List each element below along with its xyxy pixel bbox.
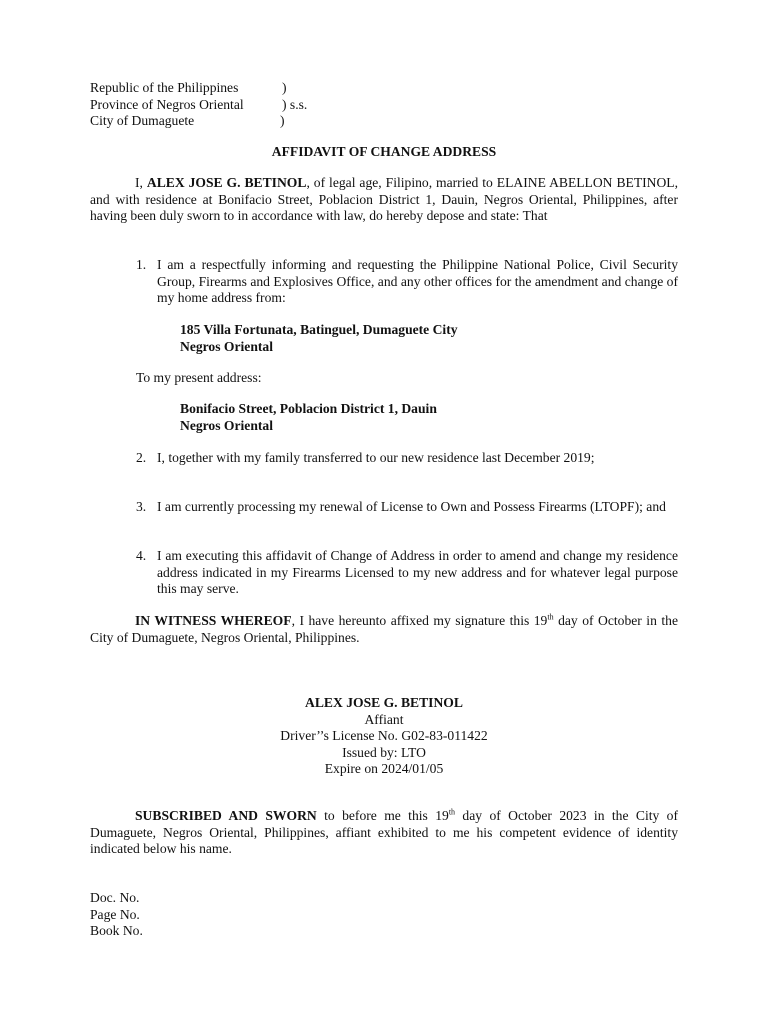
affiant-name: ALEX JOSE G. BETINOL [146,175,307,190]
intro-text: , of legal age, Filipino, married to ELAINE ABELLON BETINOL, and with residence at Bonifacio Street, Poblacion District 1, Dauin, Negros Oriental, Philippines, after having been duly sworn to in accordance with law, do hereby depose and state: That [90,175,678,223]
jurat-text-2: day of October 2023 in the City of Dumaguete, Negros Oriental, Philippines, affiant exhibited to me his competent evidence of identity indicated below his name. [90,808,679,856]
jurat-ordinal: th [448,807,456,817]
item-text: I am currently processing my renewal of License to Own and Possess Firearms (LTOPF); and [157,499,666,514]
page-number: Page No. [90,906,140,922]
address-line-1: Bonifacio Street, Poblacion District 1, Dauin [180,401,437,416]
item-text: I am executing this affidavit of Change of Address in order to amend and change my residence address indicated in my Firearms Licensed to my new address and for whatever legal purpose this may serve. [157,548,678,596]
statement-item-1 [136,257,678,307]
venue-suffix: ) [282,80,287,95]
venue-name: Province of Negros Oriental [90,96,244,112]
witness-lead: IN WITNESS WHEREOF [135,613,292,628]
item-number: 3. [136,499,147,514]
item-text: I am a respectfully informing and requesting the Philippine National Police, Civil Security Group, Firearms and Explosives Office, and any other offices for the amendment and change of my home address from: [157,257,678,305]
item-number: 1. [136,257,147,272]
jurat-lead: SUBSCRIBED AND SWORN [135,808,317,823]
drivers-license: Driver’’s License No. G02-83-011422 [280,728,488,743]
jurat-paragraph [90,808,678,858]
signature-block [90,695,678,778]
old-address [180,322,458,355]
address-line-2: Negros Oriental [180,417,273,433]
venue-name: City of Dumaguete [90,113,195,128]
intro-paragraph [90,175,678,225]
address-line-2: Negros Oriental [180,338,273,354]
venue-block [90,80,678,130]
item-text: I, together with my family transferred to our new residence last December 2019; [157,450,595,465]
signatory-name: ALEX JOSE G. BETINOL [305,695,463,710]
venue-line-republic [90,80,678,97]
doc-number: Doc. No. [90,890,140,905]
item-number: 4. [136,548,147,563]
intro-lead: I, [135,175,143,190]
witness-ordinal: th [547,612,554,622]
document-title: AFFIDAVIT OF CHANGE ADDRESS [271,144,497,159]
statement-item-2 [136,450,678,467]
new-address [180,401,437,434]
jurat-text-1: to before me this 19 [316,808,449,823]
venue-name: Republic of the Philippines [90,80,239,95]
statement-item-3 [136,499,678,516]
signatory-role: Affiant [364,711,404,727]
venue-line-city [90,113,678,130]
item-number: 2. [136,450,147,465]
witness-text-2: day of October in the City of Dumaguete, Negros Oriental, Philippines. [90,613,678,645]
license-expiry: Expire on 2024/01/05 [324,761,444,776]
venue-suffix: ) [280,113,285,128]
witness-paragraph [90,613,678,646]
address-line-1: 185 Villa Fortunata, Batinguel, Dumaguete City [180,322,458,337]
statement-item-4 [136,548,678,598]
present-address-label: To my present address: [136,370,262,385]
venue-line-province [90,97,678,114]
docket-block [90,890,678,940]
witness-text-1: , I have hereunto affixed my signature this 19 [291,613,548,628]
book-number: Book No. [90,923,143,938]
venue-suffix: ) s.s. [282,96,308,112]
license-issuer: Issued by: LTO [342,744,426,760]
